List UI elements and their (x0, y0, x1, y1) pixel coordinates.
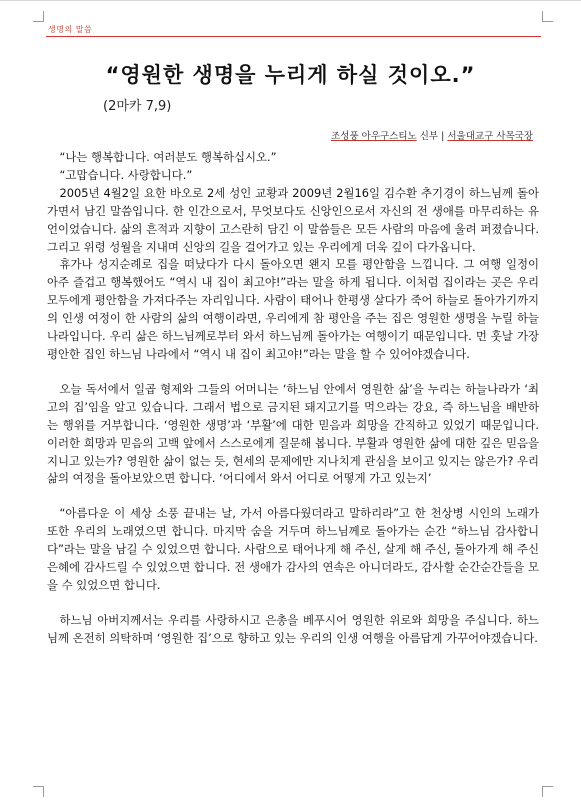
author-affiliation: 서울대교구 사목국장 (447, 131, 533, 142)
body-paragraph-1[interactable]: 2005년 4월2일 요한 바오로 2세 성인 교황과 2009년 2월16일 김수환 추기경이 하느님께 돌아가면서 남긴 말씀입니다. 한 인간으로서, 무엇보다도 신앙인으로서 자신의 전 생애를 마무리하는 유언이었습니다. 삶의 흔적과 지향이 고스란히 담긴 이 말씀들은 모든 사람의 마음에 울려 퍼졌습니다. 그리고 위령 성월을 지내며 신앙의 길을 걸어가고 있는 우리에게 더욱 깊이 다가옵니다. (47, 185, 539, 254)
author-role: 신부 (419, 131, 439, 142)
crop-mark-bottom-left (33, 786, 44, 797)
section-header-label: 생명의 말씀 (48, 25, 93, 34)
scripture-citation[interactable]: (2마카 7,9) (103, 99, 172, 114)
header-divider (46, 36, 541, 37)
body-paragraph-5[interactable]: 하느님 아버지께서는 우리를 사랑하시고 은총을 베푸시어 영원한 위로와 희망을 주십니다. 하느님께 온전히 의탁하며 ‘영원한 집’으로 향하고 있는 우리의 인생 여행을 아름답게 가꾸어야겠습니다. (47, 612, 539, 645)
body-paragraph-quote-2[interactable]: “고맙습니다. 사랑합니다.” (59, 167, 193, 182)
author-line[interactable] (331, 128, 533, 142)
body-paragraph-2[interactable]: 휴가나 성지순례로 집을 떠났다가 다시 돌아오면 왠지 모를 평안함을 느낍니다. 그 여행 일정이 아주 즐겁고 행복했어도 “역시 내 집이 최고야!”라는 말을 하게 됩니다. 이처럼 집이라는 곳은 우리 모두에게 평안함을 가져다주는 자리입니다. 사람이 태어나 한평생 살다가 죽어 하늘로 돌아가기까지의 인생 여정이 한 사람의 삶의 여행이라면, 우리에게 참 평안을 주는 집은 영원한 생명을 누릴 하늘나라입니다. 우리 삶은 하느님께로부터 와서 하느님께 돌아가는 여행이기 때문입니다. 먼 훗날 가장 평안한 집인 하느님 나라에서 “역시 내 집이 최고야!”라는 말을 할 수 있어야겠습니다. (47, 257, 539, 361)
crop-mark-top-left (33, 11, 44, 22)
crop-mark-bottom-right (542, 786, 553, 797)
body-paragraph-4[interactable]: “아름다운 이 세상 소풍 끝내는 날, 가서 아름다웠더라고 말하리라”고 한 천상병 시인의 노래가 또한 우리의 노래였으면 합니다. 마지막 숨을 거두며 하느님께로 돌아가는 순간 “하느님 감사합니다”라는 말을 남길 수 있었으면 합니다. 사람으로 태어나게 해 주신, 살게 해 주신, 돌아가게 해 주신 은혜에 감사드릴 수 있었으면 합니다. 전 생애가 감사의 연속은 아니더라도, 감사할 순간순간들을 모을 수 있었으면 합니다. (47, 506, 539, 592)
author-separator: | (441, 131, 445, 142)
body-paragraph-quote-1[interactable]: “나는 행복합니다. 여러분도 행복하십시오.” (59, 150, 277, 164)
body-paragraph-3[interactable]: 오늘 독서에서 일곱 형제와 그들의 어머니는 ‘하느님 안에서 영원한 삶’을 누리는 하늘나라가 ‘최고의 집’임을 알고 있습니다. 그래서 법으로 금지된 돼지고기를 먹으라는 강요, 즉 하느님을 배반하는 행위를 거부합니다. ‘영원한 생명’과 ‘부활’에 대한 믿음과 희망을 간직하고 있었기 때문입니다. 이러한 희망과 믿음의 고백 앞에서 스스로에게 질문해 봅니다. 부활과 영원한 삶에 대한 깊은 믿음을 지니고 있는가? 영원한 삶이 없는 듯, 현세의 문제에만 지나치게 관심을 보이고 있지는 않은가? 우리 삶의 여정을 돌아보았으면 합니다. ‘어디에서 와서 어디로 어떻게 가고 있는지’ (47, 381, 539, 486)
crop-mark-top-right (542, 11, 553, 22)
document-body[interactable] (47, 149, 539, 648)
author-name: 조성풍 아우구스티노 (331, 131, 417, 142)
page-title[interactable]: “영원한 생명을 누리게 하실 것이오.” (105, 63, 476, 87)
